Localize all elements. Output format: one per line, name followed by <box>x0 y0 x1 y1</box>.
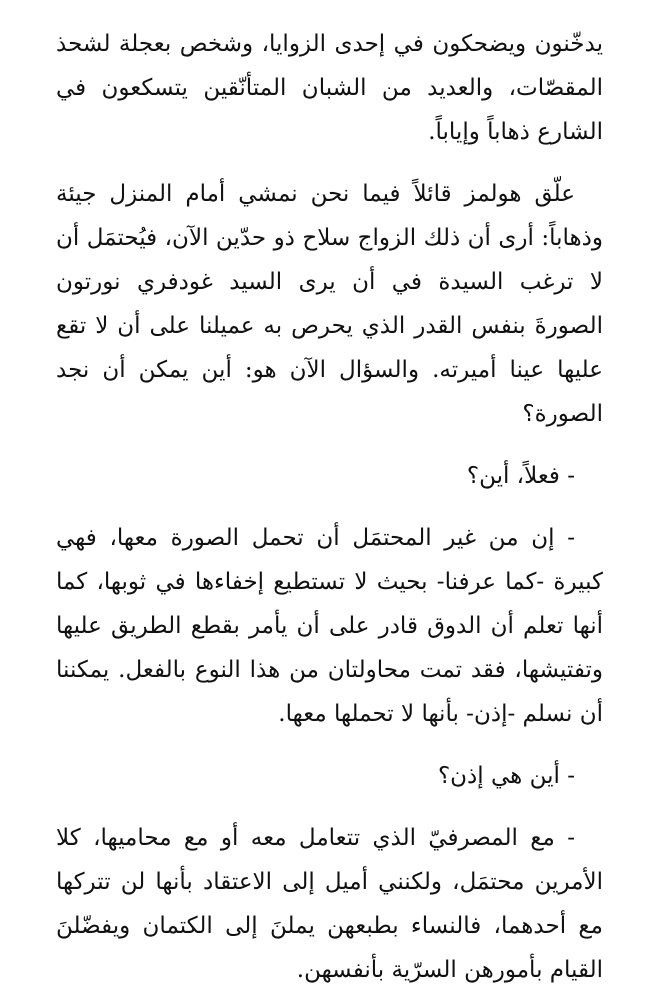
paragraph-continuation: يدخّنون ويضحكون في إحدى الزوايا، وشخص بعجلة لشحذ المقصّات، والعديد من الشبان المتأنّقين يتسكعون في الشارع ذهاباً وإياباً. <box>56 31 603 145</box>
dialogue-line: - فعلاً، أين؟ <box>466 463 575 489</box>
dialogue-line: - أين هي إذن؟ <box>437 763 575 789</box>
paragraph-banker-lawyer: - مع المصرفيّ الذي تتعامل معه أو مع محاميها، كلا الأمرين محتمَل، ولكنني أميل إلى الاعتقاد بأنها لن تتركها مع أحدهما، فالنساء بطبعهن يملنَ إلى الكتمان ويفضّلنَ القيام بأمورهن السرّية بأنفسهن. <box>56 825 603 983</box>
paragraph-photo-reasoning: - إن من غير المحتمَل أن تحمل الصورة معها، فهي كبيرة -كما عرفنا- بحيث لا تستطيع إخفاءها في ثوبها، كما أنها تعلم أن الدوق قادر على أن يأمر بقطع الطريق عليها وتفتيشها، فقد تمت محاولتان من هذا النوع بالفعل. يمكننا أن نسلم -إذن- بأنها لا تحملها معها. <box>56 525 603 727</box>
paragraph-holmes-remark: علّق هولمز قائلاً فيما نحن نمشي أمام المنزل جيئة وذهاباً: أرى أن ذلك الزواج سلاح ذو حدّين الآن، فيُحتمَل أن لا ترغب السيدة في أن يرى السيد غودفري نورتون الصورةَ بنفس القدر الذي يحرص به عميلنا على أن لا تقع عليها عينا أميرته. والسؤال الآن هو: أين يمكن أن نجد الصورة؟ <box>56 181 603 427</box>
